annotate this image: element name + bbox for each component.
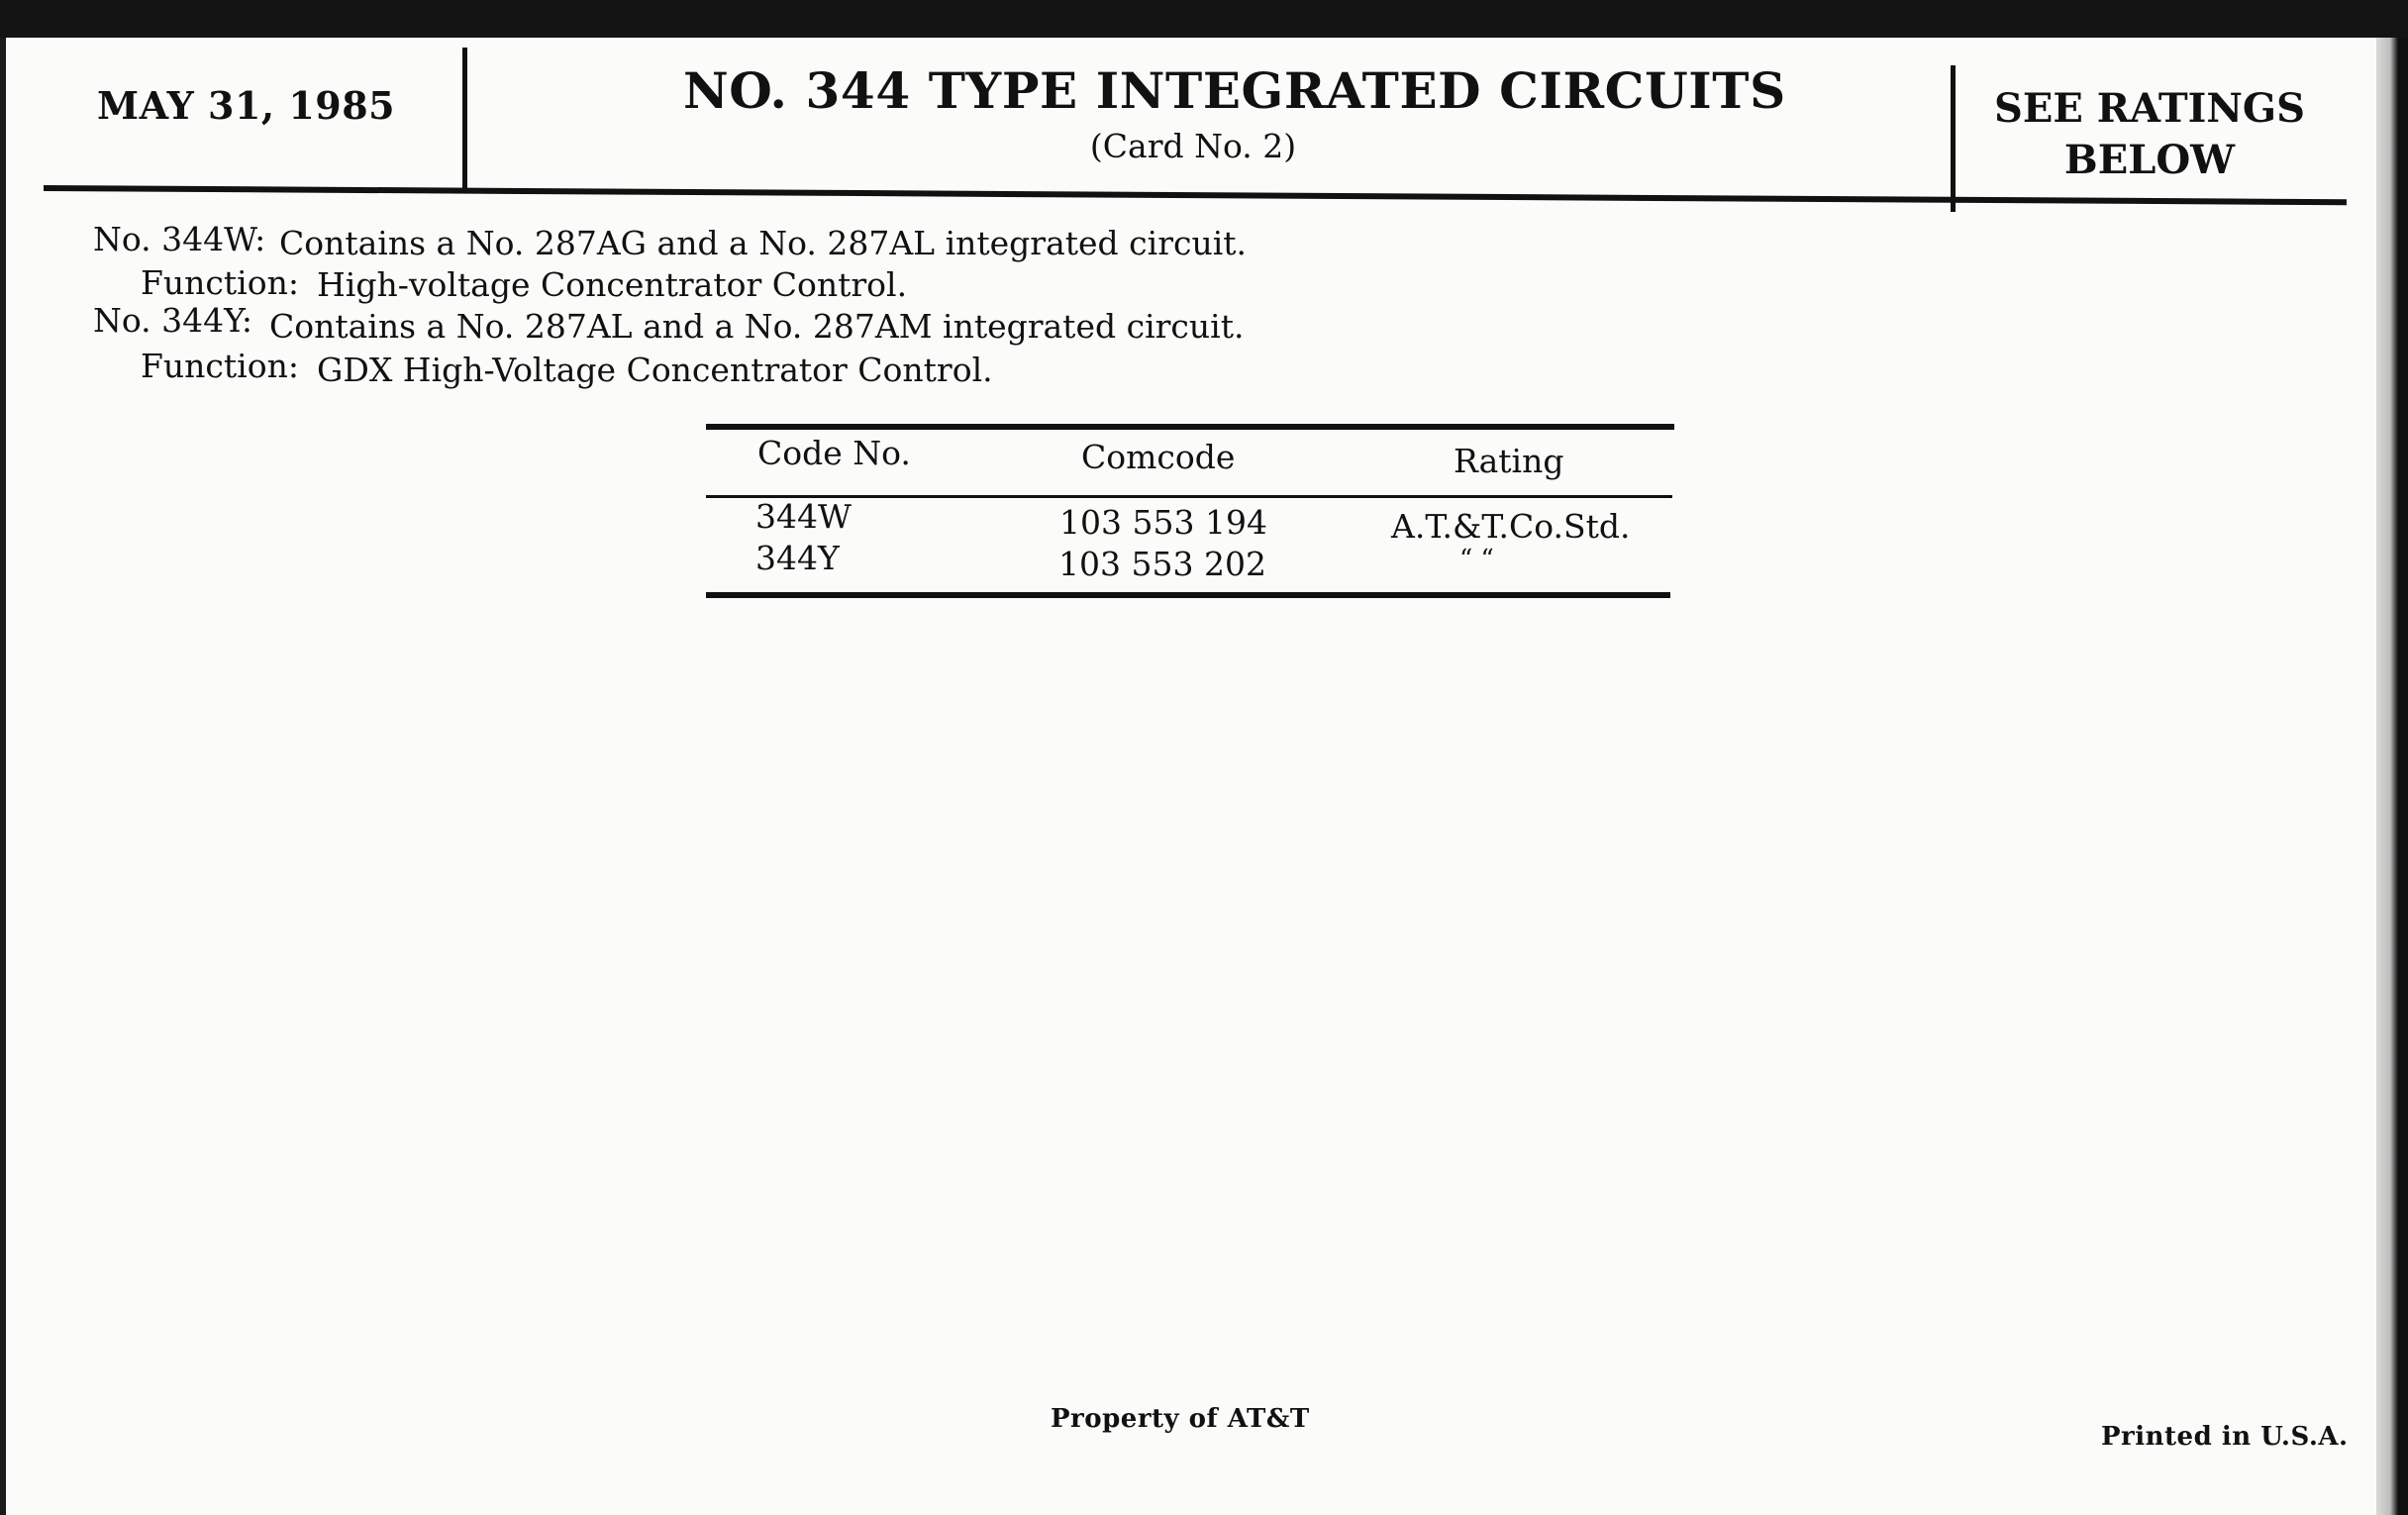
card-subtitle: (Card No. 2) (1089, 127, 1297, 165)
desc-344y-function-label: Function: (141, 347, 299, 385)
footer-printed: Printed in U.S.A. (2101, 1422, 2349, 1452)
table-top-rule (706, 424, 1674, 430)
scan-top-border (0, 0, 2408, 38)
header-divider-right (1951, 65, 1956, 212)
ratings-note (1976, 83, 2323, 186)
table-row-2-rating: “ “ (1459, 545, 1494, 574)
table-header-comcode: Comcode (1081, 438, 1236, 476)
desc-344w-function: High-voltage Concentrator Control. (317, 265, 908, 304)
table-bottom-rule (706, 592, 1670, 598)
table-header-code: Code No. (757, 434, 911, 472)
ratings-line-2: BELOW (2063, 137, 2236, 183)
card-date: MAY 31, 1985 (97, 83, 396, 128)
desc-344y-code: No. 344Y: (93, 301, 252, 340)
table-row-1-comcode: 103 553 194 (1059, 503, 1267, 542)
table-row-1-code: 344W (755, 497, 852, 536)
desc-344w-code: No. 344W: (93, 220, 266, 258)
desc-344w-text: Contains a No. 287AG and a No. 287AL integrated circuit. (279, 224, 1248, 262)
footer-property: Property of AT&T (1051, 1404, 1310, 1434)
header-divider-left (462, 48, 467, 192)
desc-344y-text: Contains a No. 287AL and a No. 287AM integrated circuit. (269, 307, 1245, 346)
table-row-2-comcode: 103 553 202 (1058, 545, 1266, 583)
ratings-line-1: SEE RATINGS (1994, 85, 2305, 132)
table-row-2-code: 344Y (755, 539, 840, 577)
scan-right-border (2376, 38, 2408, 1515)
desc-344y-function: GDX High-Voltage Concentrator Control. (317, 351, 993, 389)
desc-344w-function-label: Function: (141, 263, 299, 302)
card-title: NO. 344 TYPE INTEGRATED CIRCUITS (683, 61, 1786, 120)
table-header-rating: Rating (1454, 442, 1564, 480)
table-row-1-rating: A.T.&T.Co.Std. (1391, 507, 1631, 546)
